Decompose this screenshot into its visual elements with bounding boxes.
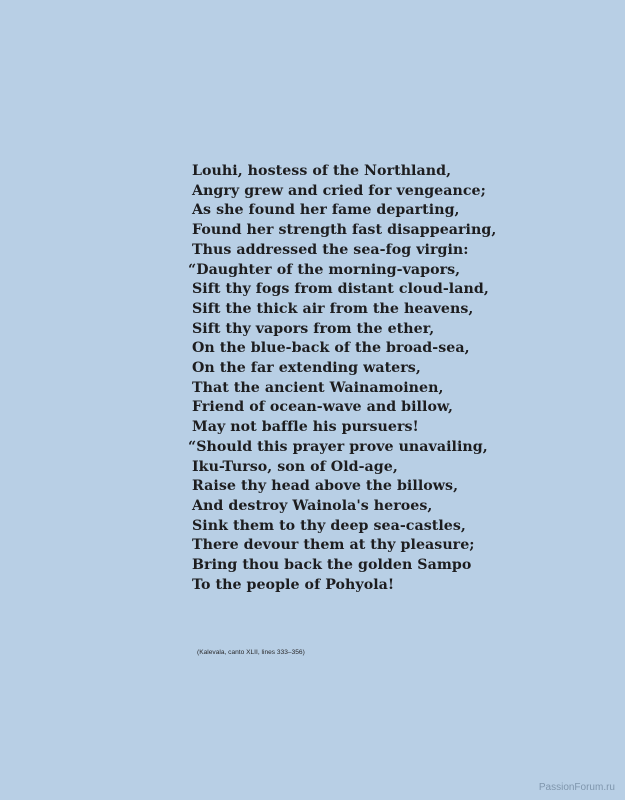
poem-line: Found her strength fast disappearing, bbox=[192, 222, 497, 239]
poem-line: Thus addressed the sea-fog virgin: bbox=[192, 241, 469, 258]
poem-line: That the ancient Wainamoinen, bbox=[192, 379, 444, 396]
poem-line: Angry grew and cried for vengeance; bbox=[192, 182, 486, 199]
poem-line: Sink them to thy deep sea-castles, bbox=[192, 517, 466, 534]
poem bbox=[188, 162, 497, 595]
poem-line: There devour them at thy pleasure; bbox=[192, 537, 475, 554]
poem-line: And destroy Wainola's heroes, bbox=[192, 497, 433, 514]
poem-line: On the blue-back of the broad-sea, bbox=[192, 340, 470, 357]
poem-line: Sift the thick air from the heavens, bbox=[192, 300, 474, 317]
poem-line: Friend of ocean-wave and billow, bbox=[192, 399, 454, 416]
poem-line: Sift thy vapors from the ether, bbox=[192, 320, 435, 337]
poem-line: Iku-Turso, son of Old-age, bbox=[192, 458, 398, 475]
watermark: PassionForum.ru bbox=[538, 782, 615, 793]
poem-line: Raise thy head above the billows, bbox=[192, 478, 459, 495]
poem-line: Sift thy fogs from distant cloud-land, bbox=[192, 281, 489, 298]
poem-line: “Should this prayer prove unavailing, bbox=[188, 438, 488, 455]
poem-line: Bring thou back the golden Sampo bbox=[192, 557, 472, 574]
poem-line: To the people of Pohyola! bbox=[192, 576, 395, 593]
poem-line: On the far extending waters, bbox=[192, 360, 421, 377]
poem-line: May not baffle his pursuers! bbox=[192, 419, 419, 436]
poem-line: As she found her fame departing, bbox=[192, 202, 460, 219]
poem-line: Louhi, hostess of the Northland, bbox=[192, 163, 452, 179]
citation: (Kalevala, canto XLII, lines 333–356) bbox=[197, 649, 305, 656]
poem-line: “Daughter of the morning-vapors, bbox=[188, 261, 461, 278]
